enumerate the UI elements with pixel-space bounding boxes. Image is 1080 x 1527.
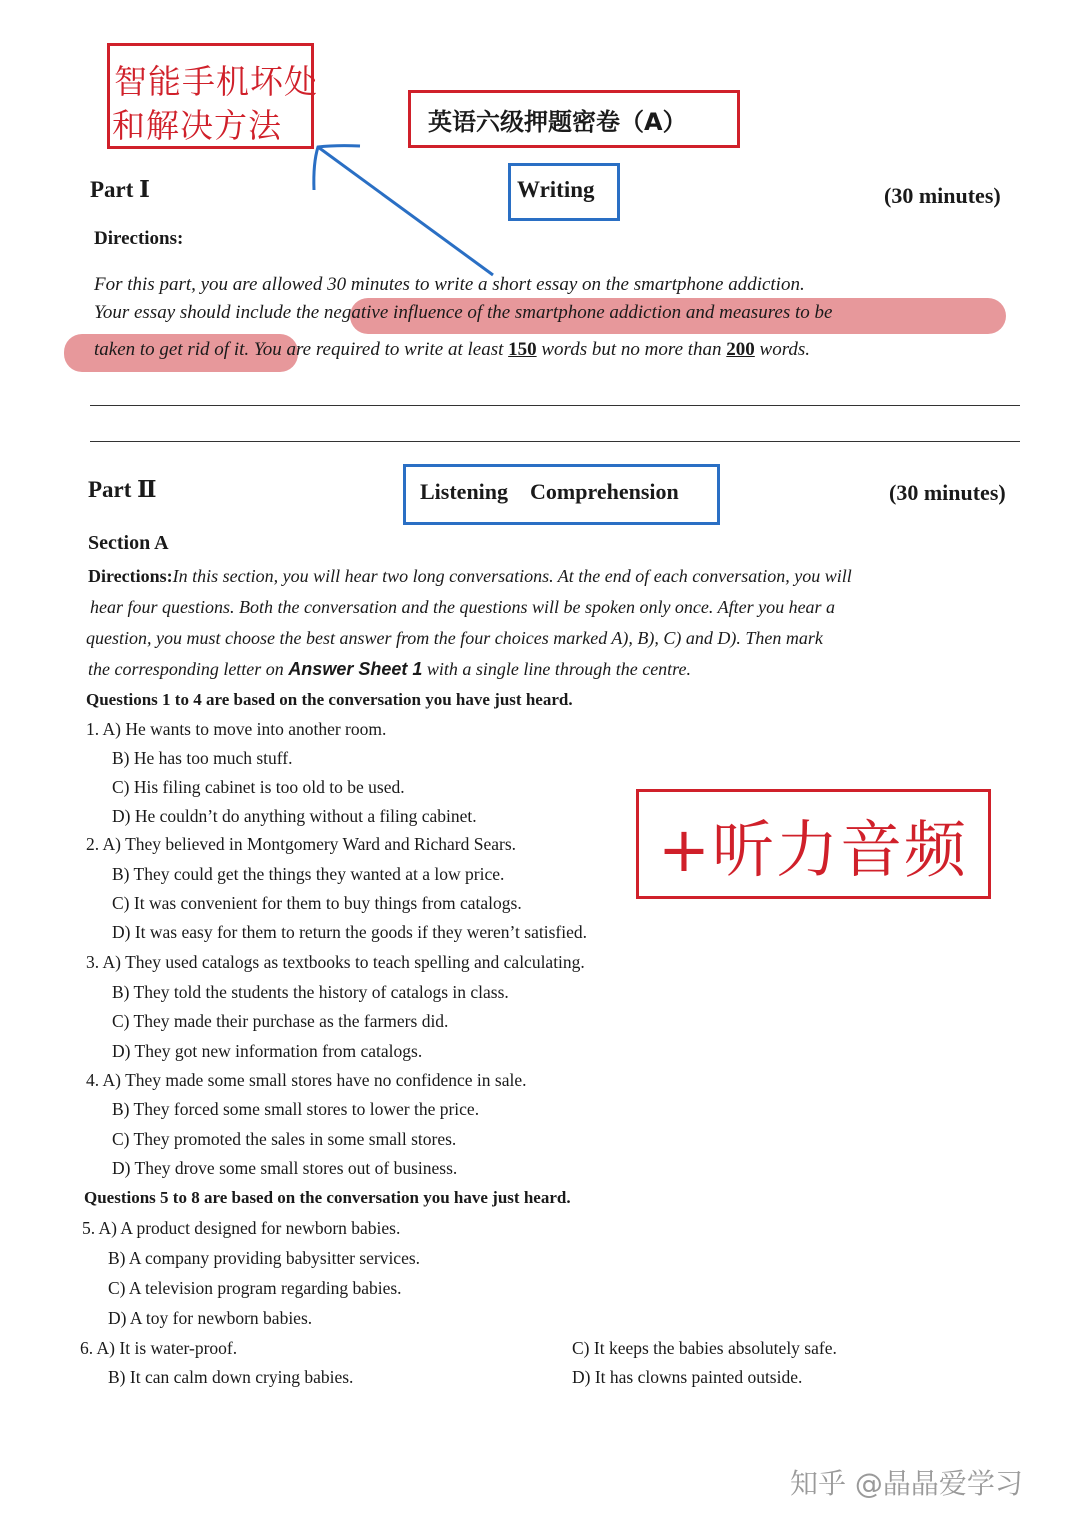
- q1-option-c: C) His filing cabinet is too old to be used.: [112, 777, 405, 797]
- question-6: 6. A) It is water-proof.: [80, 1338, 238, 1358]
- question-5: 5. A) A product designed for newborn babies.: [82, 1218, 401, 1238]
- q6-option-c: C) It keeps the babies absolutely safe.: [572, 1338, 837, 1358]
- q6-option-d: D) It has clowns painted outside.: [572, 1367, 803, 1387]
- part1-directions-label: Directions:: [94, 228, 184, 249]
- min-words: 150: [508, 339, 537, 360]
- q2-option-c: C) It was convenient for them to buy things from catalogs.: [112, 893, 522, 913]
- group2-heading: Questions 5 to 8 are based on the conversation you have just heard.: [84, 1188, 571, 1207]
- writing-line-1: [90, 405, 1020, 406]
- q1-option-d: D) He couldn’t do anything without a filing cabinet.: [112, 806, 477, 826]
- question-2: 2. A) They believed in Montgomery Ward and Richard Sears.: [86, 834, 517, 854]
- group1-heading: Questions 1 to 4 are based on the conversation you have just heard.: [86, 690, 573, 709]
- part1-line2: Your essay should include the negative influence of the smartphone addiction and measures to be: [94, 302, 833, 323]
- question-1: 1. A) He wants to move into another room.: [86, 719, 387, 739]
- page-title: 英语六级押题密卷（A）: [428, 108, 687, 136]
- q2-option-d: D) It was easy for them to return the goods if they weren’t satisfied.: [112, 922, 587, 942]
- q3-option-c: C) They made their purchase as the farmers did.: [112, 1011, 449, 1031]
- watermark: 知乎 @晶晶爱学习: [790, 1467, 1023, 1500]
- q3-option-d: D) They got new information from catalogs.: [112, 1041, 423, 1061]
- question-4: 4. A) They made some small stores have no confidence in sale.: [86, 1070, 527, 1090]
- part2-directions-line1: Directions:In this section, you will hear two long conversations. At the end of each conversation, you will: [88, 566, 852, 586]
- q6-option-b: B) It can calm down crying babies.: [108, 1367, 354, 1387]
- q1-option-b: B) He has too much stuff.: [112, 748, 293, 768]
- part1-section-name: Writing: [517, 177, 595, 202]
- q2-option-b: B) They could get the things they wanted at a low price.: [112, 864, 505, 884]
- part1-line3: taken to get rid of it. You are required to write at least 150 words but no more than 200 words.: [94, 339, 811, 360]
- answer-sheet: Answer Sheet 1: [288, 659, 423, 679]
- part2-directions-line2: hear four questions. Both the conversation and the questions will be spoken only once. After you hear a: [90, 597, 836, 617]
- q4-option-d: D) They drove some small stores out of business.: [112, 1158, 458, 1178]
- topic-note-line1: 智能手机坏处: [114, 62, 318, 101]
- part2-directions-line3: question, you must choose the best answer from the four choices marked A), B), C) and D). Then mark: [86, 628, 823, 648]
- part1-label: Part Ⅰ: [90, 177, 150, 202]
- q5-option-b: B) A company providing babysitter services.: [108, 1248, 421, 1268]
- part1-line1: For this part, you are allowed 30 minutes to write a short essay on the smartphone addiction.: [94, 274, 805, 295]
- q5-option-d: D) A toy for newborn babies.: [108, 1308, 313, 1328]
- section-a-heading: Section A: [88, 532, 169, 554]
- part2-directions-line4: the corresponding letter on Answer Sheet 1 with a single line through the centre.: [88, 659, 692, 679]
- max-words: 200: [726, 339, 755, 360]
- part1-time: (30 minutes): [884, 183, 1001, 208]
- part2-label: Part Ⅱ: [88, 477, 157, 502]
- part2-section-name: Listening Comprehension: [420, 479, 679, 504]
- q5-option-c: C) A television program regarding babies.: [108, 1278, 402, 1298]
- arrow-annotation: [300, 135, 500, 285]
- q4-option-c: C) They promoted the sales in some small stores.: [112, 1129, 457, 1149]
- part2-time: (30 minutes): [889, 480, 1006, 505]
- q4-option-b: B) They forced some small stores to lower the price.: [112, 1099, 480, 1119]
- writing-line-2: [90, 441, 1020, 442]
- audio-note: +听力音频: [658, 813, 968, 886]
- topic-note-line2: 和解决方法: [112, 106, 282, 145]
- question-3: 3. A) They used catalogs as textbooks to teach spelling and calculating.: [86, 952, 585, 972]
- q3-option-b: B) They told the students the history of catalogs in class.: [112, 982, 509, 1002]
